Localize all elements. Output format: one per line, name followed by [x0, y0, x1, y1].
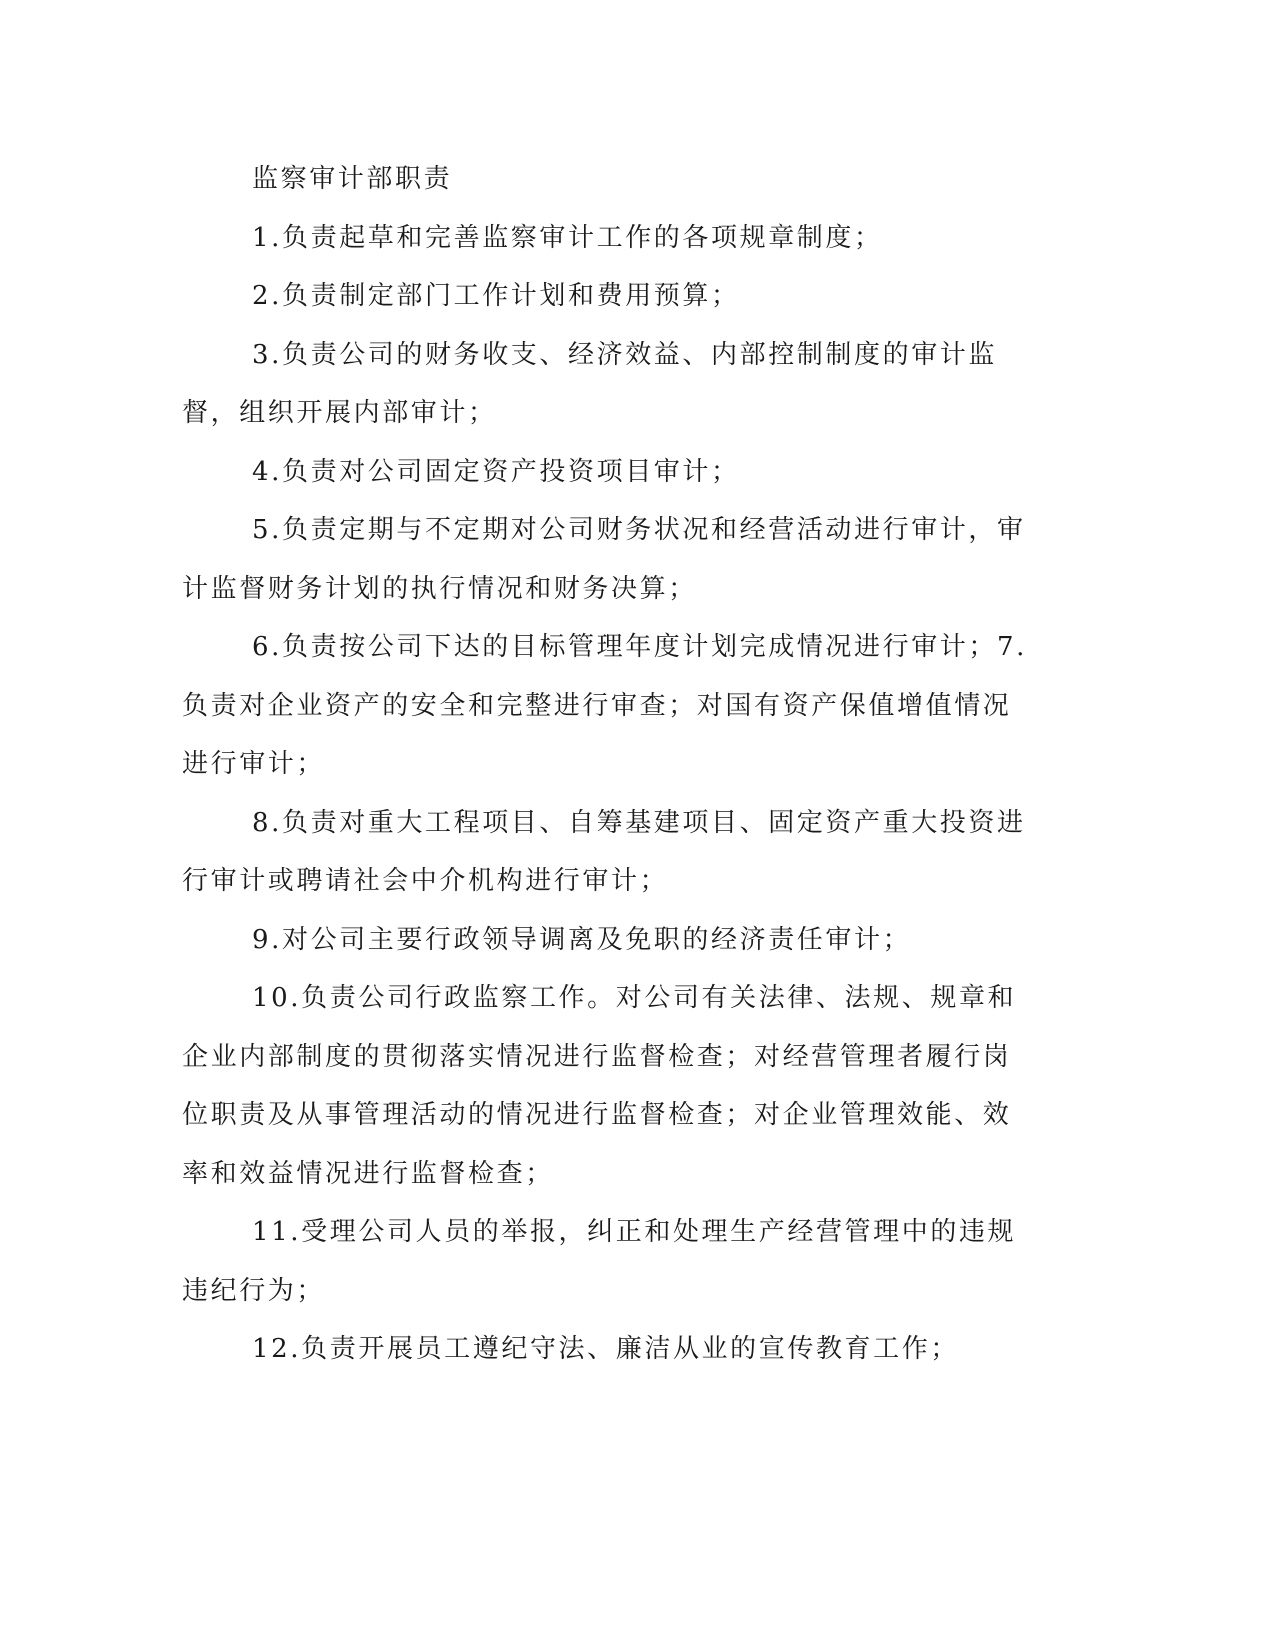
duty-item-11: 11.受理公司人员的举报，纠正和处理生产经营管理中的违规违纪行为；: [182, 1217, 1017, 1306]
duty-item-9: 9.对公司主要行政领导调离及免职的经济责任审计；: [252, 924, 912, 955]
duty-item-2: 2.负责制定部门工作计划和费用预算；: [252, 281, 740, 311]
duty-item-6-7: 6.负责按公司下达的目标管理年度计划完成情况进行审计；7.负责对企业资产的安全和完整进行审查；对国有资产保值增值情况进行审计；: [182, 632, 1028, 779]
duty-item-3: 3.负责公司的财务收支、经济效益、内部控制制度的审计监督，组织开展内部审计；: [182, 339, 998, 428]
duty-item-5: 5.负责定期与不定期对公司财务状况和经营活动进行审计，审计监督财务计划的执行情况和财务决算；: [182, 515, 1026, 604]
duty-item-4: 4.负责对公司固定资产投资项目审计；: [252, 456, 740, 487]
document-body: [182, 150, 1037, 1379]
document-title: 监察审计部职责: [252, 164, 453, 194]
duty-item-8: 8.负责对重大工程项目、自筹基建项目、固定资产重大投资进行审计或聘请社会中介机构进行审计；: [182, 807, 1026, 896]
duty-item-12: 12.负责开展员工遵纪守法、廉洁从业的宣传教育工作；: [252, 1334, 959, 1364]
duty-item-1: 1.负责起草和完善监察审计工作的各项规章制度；: [252, 222, 883, 253]
duty-item-10: 10.负责公司行政监察工作。对公司有关法律、法规、规章和企业内部制度的贯彻落实情况进行监督检查；对经营管理者履行岗位职责及从事管理活动的情况进行监督检查；对企业管理效能、效率和效益情况进行监督检查；: [182, 983, 1017, 1189]
